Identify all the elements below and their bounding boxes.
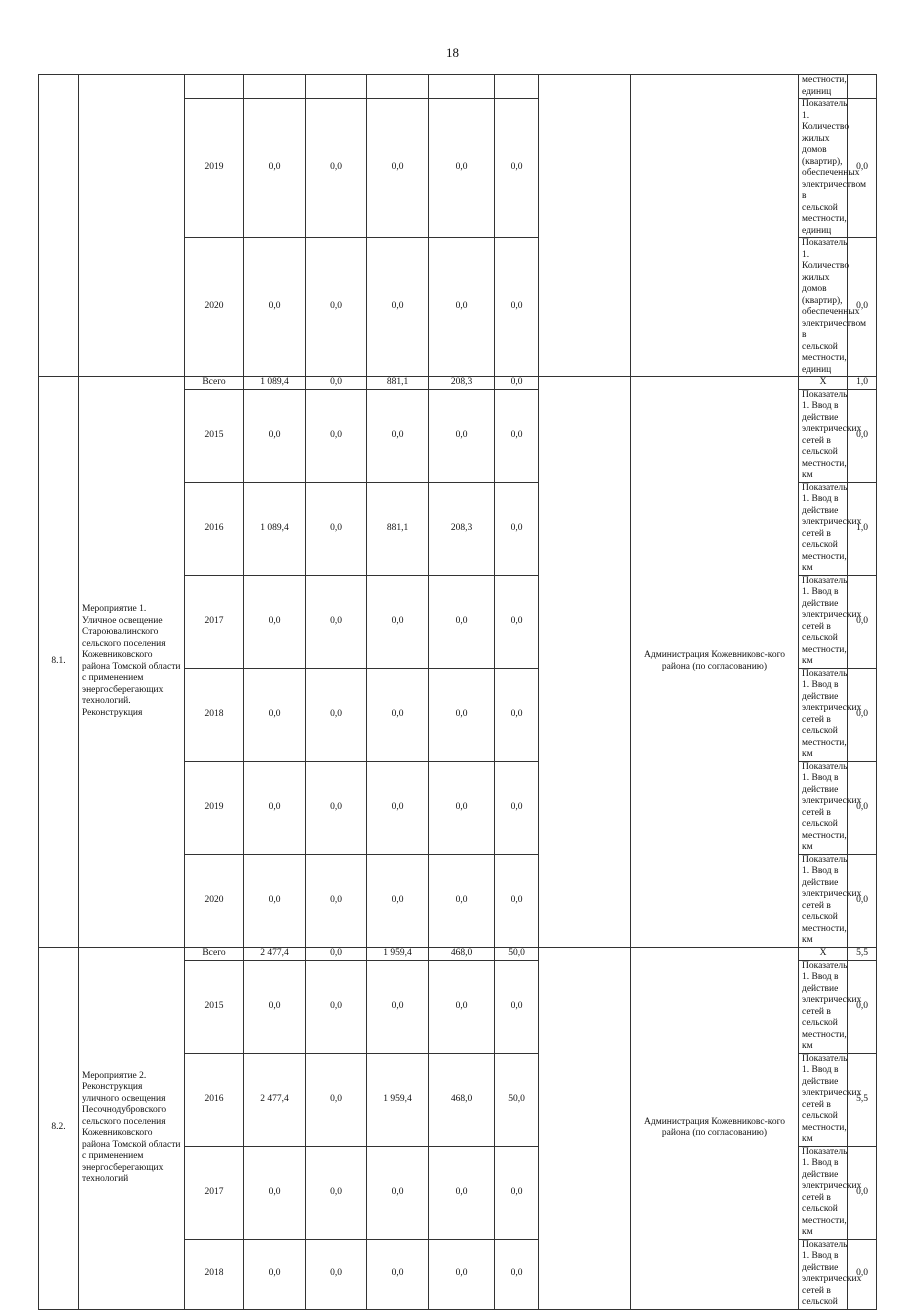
value-cell: 881,1 bbox=[367, 482, 429, 575]
value-cell bbox=[429, 75, 495, 99]
value-cell: 0,0 bbox=[306, 854, 367, 947]
value-cell: 208,3 bbox=[429, 482, 495, 575]
value-cell: 2 477,4 bbox=[244, 947, 306, 960]
value-cell: 208,3 bbox=[429, 377, 495, 390]
program-table bbox=[38, 74, 877, 1310]
executor-cell: Администрация Кожевниковс-кого района (по согласованию) bbox=[631, 377, 799, 948]
year-cell: 2017 bbox=[185, 575, 244, 668]
empty-cell bbox=[539, 947, 631, 1309]
value-cell: 0,0 bbox=[367, 854, 429, 947]
year-cell: 2015 bbox=[185, 960, 244, 1053]
value-cell: 0,0 bbox=[495, 377, 539, 390]
year-cell bbox=[185, 75, 244, 99]
indicator-cell: Показатель 1. Ввод в действие электрических сетей в сельской местности, км bbox=[799, 761, 848, 854]
value-cell: 50,0 bbox=[495, 1053, 539, 1146]
page-number: 18 bbox=[446, 45, 459, 60]
indicator-cell: Показатель 1. Ввод в действие электрических сетей в сельской bbox=[799, 1239, 848, 1309]
measure-number: 8.2. bbox=[39, 947, 79, 1309]
indicator-value-cell: 0,0 bbox=[848, 238, 877, 377]
year-cell: 2020 bbox=[185, 854, 244, 947]
value-cell: 0,0 bbox=[495, 389, 539, 482]
value-cell: 0,0 bbox=[367, 389, 429, 482]
indicator-cell: Показатель 1. Ввод в действие электрических сетей в сельской местности, км bbox=[799, 482, 848, 575]
indicator-cell: Показатель 1. Ввод в действие электрических сетей в сельской местности, км bbox=[799, 960, 848, 1053]
value-cell: 0,0 bbox=[306, 1053, 367, 1146]
indicator-value-cell bbox=[848, 75, 877, 99]
empty-cell bbox=[539, 377, 631, 948]
year-cell: 2018 bbox=[185, 668, 244, 761]
value-cell: 0,0 bbox=[495, 1239, 539, 1309]
indicator-value-cell: 0,0 bbox=[848, 389, 877, 482]
value-cell: 0,0 bbox=[367, 960, 429, 1053]
value-cell: 0,0 bbox=[429, 99, 495, 238]
value-cell: 1 959,4 bbox=[367, 947, 429, 960]
value-cell: 0,0 bbox=[306, 389, 367, 482]
value-cell: 0,0 bbox=[306, 238, 367, 377]
measure-number: 8.1. bbox=[39, 377, 79, 948]
indicator-value-cell: 0,0 bbox=[848, 575, 877, 668]
table-row bbox=[39, 947, 877, 960]
value-cell: 0,0 bbox=[495, 99, 539, 238]
value-cell: 0,0 bbox=[495, 575, 539, 668]
value-cell: 2 477,4 bbox=[244, 1053, 306, 1146]
value-cell: 0,0 bbox=[367, 575, 429, 668]
value-cell: 0,0 bbox=[495, 668, 539, 761]
value-cell: 0,0 bbox=[429, 854, 495, 947]
value-cell: 0,0 bbox=[495, 854, 539, 947]
indicator-value-cell: 5,5 bbox=[848, 1053, 877, 1146]
indicator-cell: местности, единиц bbox=[799, 75, 848, 99]
table-row bbox=[39, 75, 877, 99]
value-cell: 0,0 bbox=[429, 960, 495, 1053]
indicator-cell: Показатель 1. Ввод в действие электрических сетей в сельской местности, км bbox=[799, 1053, 848, 1146]
value-cell: 0,0 bbox=[429, 238, 495, 377]
value-cell: 0,0 bbox=[495, 761, 539, 854]
value-cell: 0,0 bbox=[244, 960, 306, 1053]
value-cell: 0,0 bbox=[429, 668, 495, 761]
value-cell: 0,0 bbox=[306, 1239, 367, 1309]
value-cell: 0,0 bbox=[244, 761, 306, 854]
indicator-cell: Показатель 1. Ввод в действие электрических сетей в сельской местности, км bbox=[799, 575, 848, 668]
measure-name: Мероприятие 2. Реконструкция уличного освещения Песочнодубровского сельского поселения Кожевниковского района Томской области с применением энергосберегающих технологий bbox=[79, 947, 185, 1309]
value-cell: 0,0 bbox=[429, 389, 495, 482]
indicator-cell: Показатель 1. Ввод в действие электрических сетей в сельской местности, км bbox=[799, 668, 848, 761]
year-cell: 2018 bbox=[185, 1239, 244, 1309]
executor-cell: Администрация Кожевниковс-кого района (по согласованию) bbox=[631, 947, 799, 1309]
year-cell: 2016 bbox=[185, 1053, 244, 1146]
value-cell: 0,0 bbox=[244, 575, 306, 668]
value-cell: 50,0 bbox=[495, 947, 539, 960]
indicator-value-cell: 1,0 bbox=[848, 482, 877, 575]
value-cell: 0,0 bbox=[367, 668, 429, 761]
value-cell: 0,0 bbox=[429, 1146, 495, 1239]
value-cell: 0,0 bbox=[244, 1146, 306, 1239]
indicator-cell: Показатель 1. Ввод в действие электрических сетей в сельской местности, км bbox=[799, 389, 848, 482]
value-cell: 0,0 bbox=[495, 1146, 539, 1239]
value-cell: 1 089,4 bbox=[244, 377, 306, 390]
table-row bbox=[39, 377, 877, 390]
table-body bbox=[39, 75, 877, 1310]
value-cell: 0,0 bbox=[306, 377, 367, 390]
indicator-value-cell: 0,0 bbox=[848, 1239, 877, 1309]
value-cell: 0,0 bbox=[429, 761, 495, 854]
value-cell: 1 089,4 bbox=[244, 482, 306, 575]
year-cell: Всего bbox=[185, 947, 244, 960]
indicator-value-cell: 0,0 bbox=[848, 1146, 877, 1239]
value-cell: 0,0 bbox=[244, 854, 306, 947]
indicator-value-cell: 1,0 bbox=[848, 377, 877, 390]
measure-name: Мероприятие 1. Уличное освещение Староювалинского сельского поселения Кожевниковского района Томской области с применением энергосберегающих технологий. Реконструкция bbox=[79, 377, 185, 948]
value-cell: 0,0 bbox=[244, 238, 306, 377]
value-cell: 0,0 bbox=[306, 947, 367, 960]
value-cell bbox=[306, 75, 367, 99]
value-cell: 0,0 bbox=[306, 99, 367, 238]
indicator-cell: X bbox=[799, 947, 848, 960]
value-cell: 468,0 bbox=[429, 947, 495, 960]
indicator-value-cell: 0,0 bbox=[848, 761, 877, 854]
value-cell: 0,0 bbox=[306, 668, 367, 761]
indicator-value-cell: 0,0 bbox=[848, 99, 877, 238]
year-cell: 2016 bbox=[185, 482, 244, 575]
year-cell: 2017 bbox=[185, 1146, 244, 1239]
indicator-cell: Показатель 1. Ввод в действие электрических сетей в сельской местности, км bbox=[799, 854, 848, 947]
value-cell: 1 959,4 bbox=[367, 1053, 429, 1146]
value-cell: 0,0 bbox=[306, 1146, 367, 1239]
value-cell: 0,0 bbox=[244, 668, 306, 761]
indicator-cell: Показатель 1. Ввод в действие электрических сетей в сельской местности, км bbox=[799, 1146, 848, 1239]
value-cell bbox=[367, 75, 429, 99]
value-cell: 0,0 bbox=[306, 482, 367, 575]
number-cell bbox=[39, 75, 79, 377]
value-cell: 0,0 bbox=[306, 761, 367, 854]
indicator-value-cell: 0,0 bbox=[848, 854, 877, 947]
value-cell: 0,0 bbox=[244, 99, 306, 238]
value-cell: 0,0 bbox=[367, 1239, 429, 1309]
executor-cell bbox=[631, 75, 799, 377]
year-cell: Всего bbox=[185, 377, 244, 390]
value-cell: 0,0 bbox=[367, 761, 429, 854]
value-cell: 0,0 bbox=[495, 960, 539, 1053]
value-cell: 0,0 bbox=[429, 1239, 495, 1309]
year-cell: 2015 bbox=[185, 389, 244, 482]
indicator-cell: Показатель 1. Количество жилых домов (квартир), обеспеченных электричеством в сельской местности, единиц bbox=[799, 238, 848, 377]
value-cell: 0,0 bbox=[367, 238, 429, 377]
year-cell: 2020 bbox=[185, 238, 244, 377]
value-cell: 0,0 bbox=[429, 575, 495, 668]
measure-name-cell bbox=[79, 75, 185, 377]
value-cell: 0,0 bbox=[306, 575, 367, 668]
value-cell: 0,0 bbox=[244, 1239, 306, 1309]
value-cell: 0,0 bbox=[244, 389, 306, 482]
value-cell bbox=[244, 75, 306, 99]
value-cell: 0,0 bbox=[367, 99, 429, 238]
year-cell: 2019 bbox=[185, 761, 244, 854]
value-cell: 0,0 bbox=[495, 238, 539, 377]
value-cell: 0,0 bbox=[495, 482, 539, 575]
indicator-value-cell: 0,0 bbox=[848, 960, 877, 1053]
value-cell bbox=[495, 75, 539, 99]
year-cell: 2019 bbox=[185, 99, 244, 238]
indicator-cell: Показатель 1. Количество жилых домов (квартир), обеспеченных электричеством в сельской местности, единиц bbox=[799, 99, 848, 238]
value-cell: 0,0 bbox=[367, 1146, 429, 1239]
empty-cell bbox=[539, 75, 631, 377]
indicator-cell: X bbox=[799, 377, 848, 390]
value-cell: 468,0 bbox=[429, 1053, 495, 1146]
value-cell: 0,0 bbox=[306, 960, 367, 1053]
indicator-value-cell: 0,0 bbox=[848, 668, 877, 761]
value-cell: 881,1 bbox=[367, 377, 429, 390]
indicator-value-cell: 5,5 bbox=[848, 947, 877, 960]
